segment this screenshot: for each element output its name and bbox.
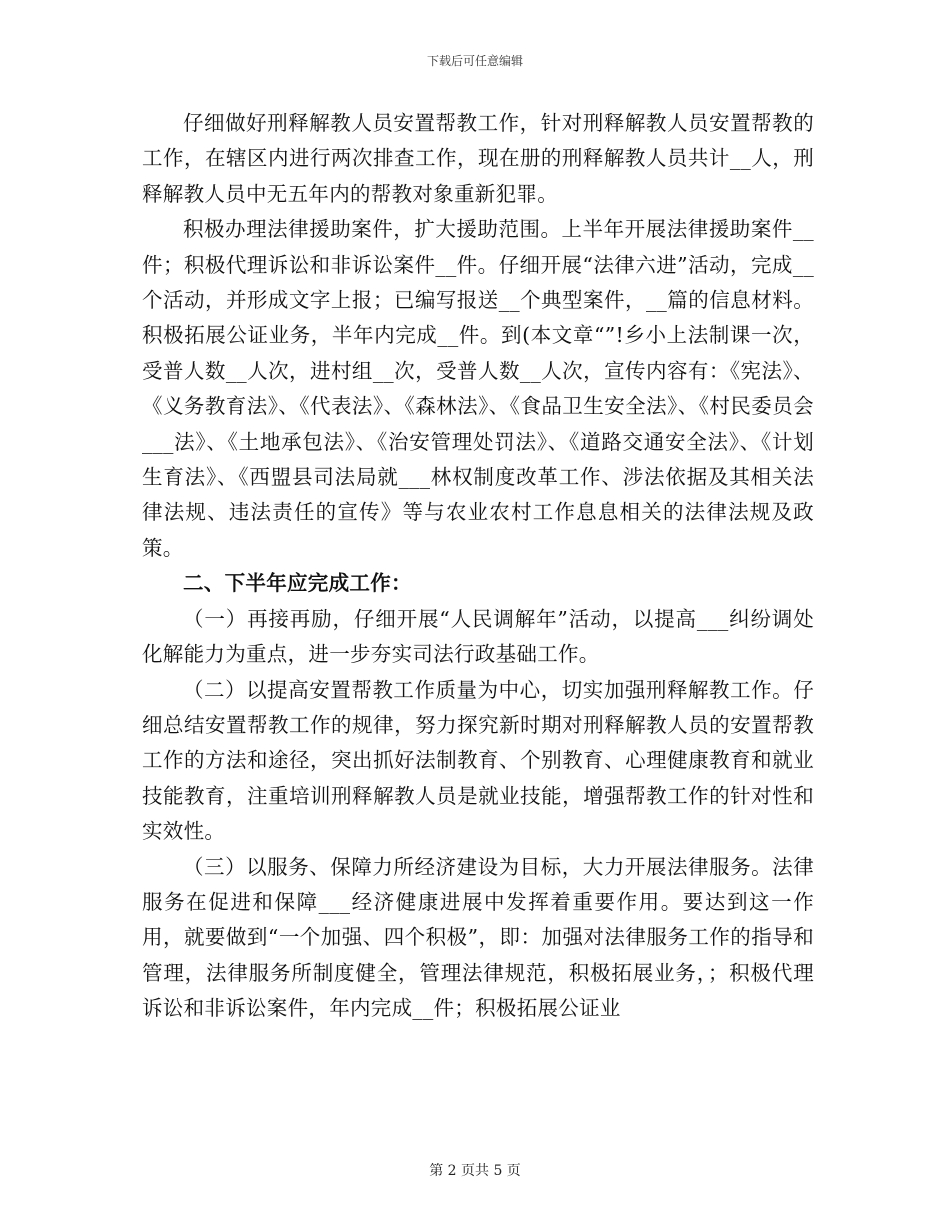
page-header: 下载后可任意编辑	[426, 54, 523, 68]
paragraph-item-1: （一）再接再励，仔细开展“人民调解年”活动，以提高___纠纷调处化解能力为重点，进一步夯实司法行政基础工作。	[142, 606, 814, 667]
document-body	[142, 106, 814, 1027]
paragraph-item-2: （二）以提高安置帮教工作质量为中心，切实加强刑释解教工作。仔细总结安置帮教工作的规律，努力探究新时期对刑释解教人员的安置帮教工作的方法和途径，突出抓好法制教育、个别教育、心理健康教育和就业技能教育，注重培训刑释解教人员是就业技能，增强帮教工作的针对性和实效性。	[142, 677, 814, 844]
section-heading: 二、下半年应完成工作：	[183, 571, 412, 596]
page-footer: 第 2 页共 5 页	[429, 1163, 521, 1179]
paragraph-resettlement: 仔细做好刑释解教人员安置帮教工作，针对刑释解教人员安置帮教的工作，在辖区内进行两次排查工作，现在册的刑释解教人员共计__人，刑释解教人员中无五年内的帮教对象重新犯罪。	[142, 111, 814, 206]
paragraph-legal-aid: 积极办理法律援助案件，扩大援助范围。上半年开展法律援助案件__件；积极代理诉讼和非诉讼案件__件。仔细开展“法律六进”活动，完成__个活动，并形成文字上报；已编写报送__个典型案件，__篇的信息材料。积极拓展公证业务，半年内完成__件。到(本文章“”!乡小上法制课一次，受普人数__人次，进村组__次，受普人数__人次，宣传内容有：《宪法》、《义务教育法》、《代表法》、《森林法》、《食品卫生安全法》、《村民委员会___法》、《土地承包法》、《治安管理处罚法》、《道路交通安全法》、《计划生育法》、《西盟县司法局就___林权制度改革工作、涉法依据及其相关法律法规、违法责任的宣传》等与农业农村工作息息相关的法律法规及政策。	[142, 217, 814, 560]
paragraph-item-3: （三）以服务、保障力所经济建设为目标，大力开展法律服务。法律服务在促进和保障___经济健康进展中发挥着重要作用。要达到这一作用，就要做到“一个加强、四个积极”，即：加强对法律服务工作的指导和管理，法律服务所制度健全，管理法律规范，积极拓展业务，；积极代理诉讼和非诉讼案件，年内完成__件；积极拓展公证业	[142, 854, 814, 1021]
